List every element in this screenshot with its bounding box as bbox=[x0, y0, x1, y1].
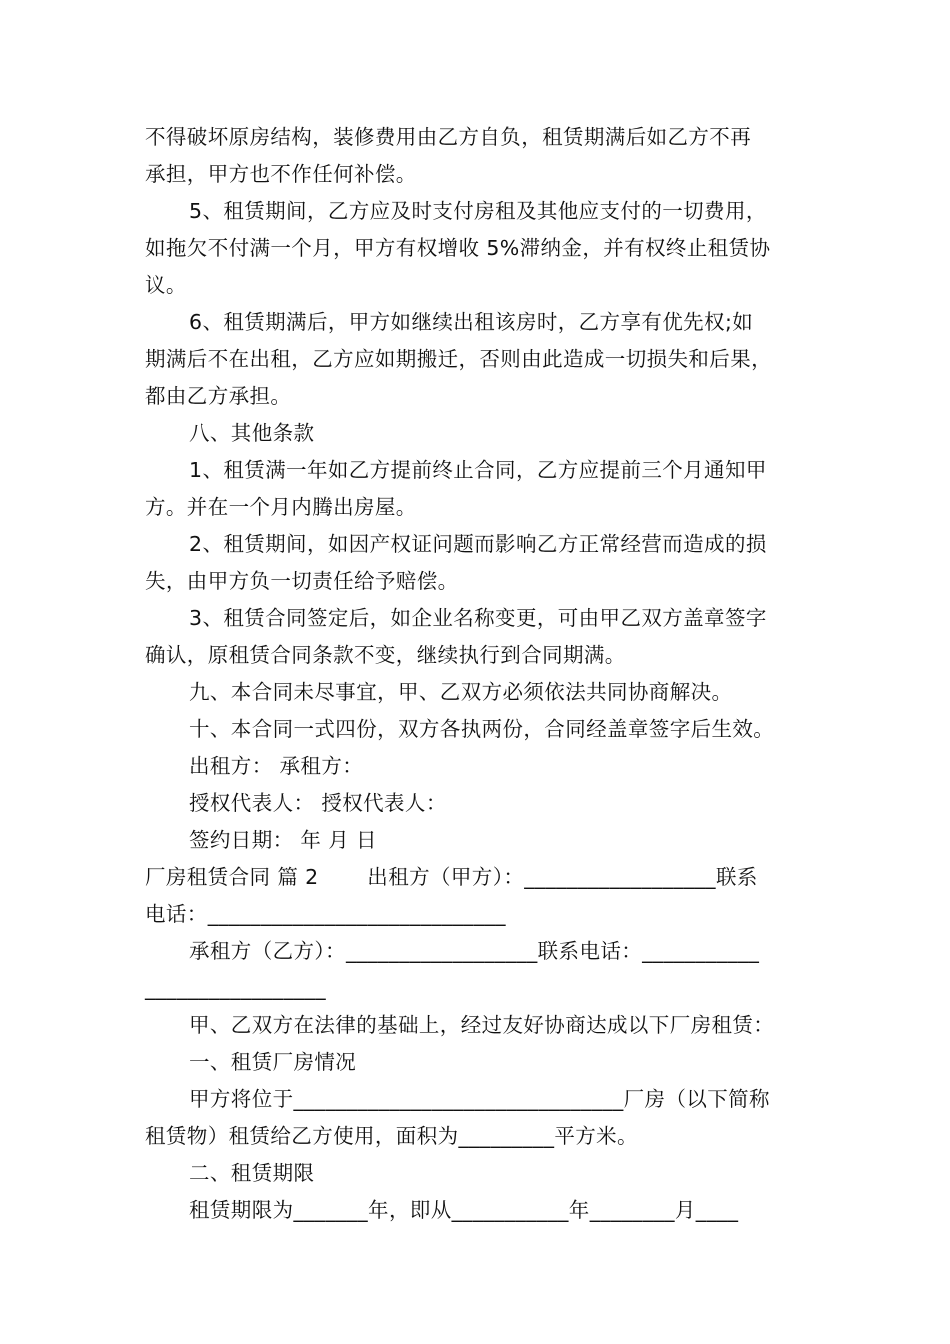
text-line: 失，由甲方负一切责任给予赔偿。 bbox=[145, 569, 459, 593]
text-line: 不得破坏原房结构，装修费用由乙方自负，租赁期满后如乙方不再 bbox=[145, 125, 752, 149]
date-line: 签约日期： 年 月 日 bbox=[189, 828, 377, 852]
signature-line: 授权代表人： 授权代表人： bbox=[189, 791, 447, 815]
text-line: 方。并在一个月内腾出房屋。 bbox=[145, 495, 417, 519]
text-line: 甲、乙双方在法律的基础上，经过友好协商达成以下厂房租赁： bbox=[189, 1013, 775, 1037]
text-line: 确认，原租赁合同条款不变，继续执行到合同期满。 bbox=[145, 643, 626, 667]
text-line: 期满后不在出租，乙方应如期搬迁，否则由此造成一切损失和后果， bbox=[145, 347, 772, 371]
text-line: 甲方将位于_______________________________厂房（以下简称 bbox=[189, 1087, 770, 1111]
text-line: 议。 bbox=[145, 273, 187, 297]
text-line: 5、租赁期间，乙方应及时支付房租及其他应支付的一切费用， bbox=[189, 199, 767, 223]
text-line: 租赁物）租赁给乙方使用，面积为_________平方米。 bbox=[145, 1124, 638, 1148]
signature-line: 出租方： 承租方： bbox=[189, 754, 364, 778]
text-line: 九、本合同未尽事宜，甲、乙双方必须依法共同协商解决。 bbox=[189, 680, 733, 704]
text-line: 电话：____________________________ bbox=[145, 902, 506, 926]
text-line: 1、租赁满一年如乙方提前终止合同，乙方应提前三个月通知甲 bbox=[189, 458, 767, 482]
text-line: 2、租赁期间，如因产权证问题而影响乙方正常经营而造成的损 bbox=[189, 532, 767, 556]
text-line: 承担，甲方也不作任何补偿。 bbox=[145, 162, 417, 186]
text-line: 3、租赁合同签定后，如企业名称变更，可由甲乙双方盖章签字 bbox=[189, 606, 767, 630]
section-heading: 八、其他条款 bbox=[189, 421, 315, 445]
text-line: 租赁期限为_______年，即从___________年________月____ bbox=[189, 1198, 739, 1222]
section-heading: 一、租赁厂房情况 bbox=[189, 1050, 357, 1074]
text-line: 承租方（乙方）：__________________联系电话：___________ bbox=[189, 939, 760, 963]
text-line: 6、租赁期满后，甲方如继续出租该房时，乙方享有优先权;如 bbox=[189, 310, 754, 334]
text-line: 十、本合同一式四份，双方各执两份，合同经盖章签字后生效。 bbox=[189, 717, 775, 741]
text-line: 都由乙方承担。 bbox=[145, 384, 292, 408]
text-line: 如拖欠不付满一个月，甲方有权增收 5%滞纳金，并有权终止租赁协 bbox=[145, 236, 771, 260]
contract-title-line: 厂房租赁合同 篇 2 出租方（甲方）：__________________联系 bbox=[145, 865, 758, 889]
section-heading: 二、租赁期限 bbox=[189, 1161, 315, 1185]
text-line: _________________ bbox=[145, 976, 327, 1000]
